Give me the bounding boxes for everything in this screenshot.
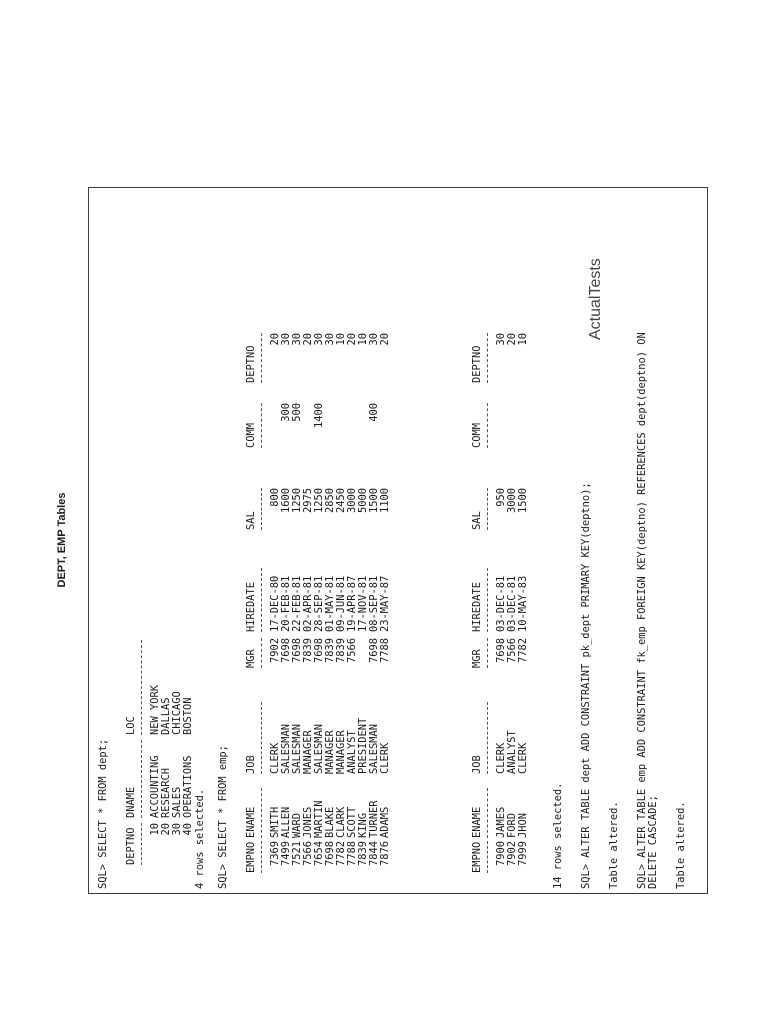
dept-cell-loc: BOSTON bbox=[182, 697, 194, 735]
emp-cell-job: CLERK bbox=[495, 742, 507, 774]
emp-cell-job: MANAGER bbox=[335, 730, 347, 774]
brand-logo: ActualTests bbox=[587, 258, 604, 340]
dept-header-deptno: DEPTNO bbox=[125, 827, 137, 865]
emp-cell-job: SALESMAN bbox=[368, 723, 380, 774]
emp-cell-comm: 400 bbox=[368, 403, 380, 422]
dept-cell-dname: SALES bbox=[171, 786, 183, 818]
emp-cell-hiredate: 08-SEP-81 bbox=[368, 575, 380, 632]
dept-cell-loc: NEW YORK bbox=[149, 684, 161, 735]
emp-cell-mgr: 7839 bbox=[324, 638, 336, 664]
emp-cell-sal: 1600 bbox=[280, 488, 292, 514]
emp-cell-empno: 7788 bbox=[346, 841, 358, 867]
emp-cell-mgr: 7698 bbox=[313, 638, 325, 664]
dept-header-rule bbox=[141, 823, 142, 865]
emp-cell-mgr: 7698 bbox=[368, 638, 380, 664]
emp-cell-mgr: 7698 bbox=[291, 638, 303, 664]
emp-cell-deptno: 30 bbox=[368, 333, 380, 346]
emp-cell-job: CLERK bbox=[517, 742, 529, 774]
emp-cell-job: CLERK bbox=[379, 742, 391, 774]
emp-cell-deptno: 30 bbox=[291, 333, 303, 346]
emp-header-ename: ENAME bbox=[471, 806, 483, 838]
emp-cell-ename: ALLEN bbox=[280, 806, 292, 838]
emp-cell-ename: JHON bbox=[517, 812, 529, 838]
header-rule bbox=[261, 841, 262, 873]
emp-cell-ename: BLAKE bbox=[324, 806, 336, 838]
emp-cell-deptno: 20 bbox=[379, 333, 391, 346]
emp-header-job: JOB bbox=[471, 755, 483, 774]
emp-cell-ename: JAMES bbox=[495, 806, 507, 838]
header-rule bbox=[261, 568, 262, 632]
emp-cell-sal: 5000 bbox=[357, 488, 369, 514]
emp-cell-job: ANALYST bbox=[506, 730, 518, 774]
emp-cell-mgr: 7788 bbox=[379, 638, 391, 664]
emp-cell-empno: 7844 bbox=[368, 841, 380, 867]
emp-header-sal: SAL bbox=[471, 511, 483, 530]
emp-cell-hiredate: 22-FEB-81 bbox=[291, 575, 303, 632]
header-rule bbox=[261, 488, 262, 530]
dept-query-footer: 4 rows selected. bbox=[194, 788, 206, 889]
emp-cell-hiredate: 17-DEC-80 bbox=[269, 575, 281, 632]
emp-header-comm: COMM bbox=[471, 422, 483, 448]
emp-query-footer: 14 rows selected. bbox=[552, 782, 564, 889]
emp-cell-job: SALESMAN bbox=[280, 723, 292, 774]
emp-cell-sal: 3000 bbox=[506, 488, 518, 514]
emp-cell-hiredate: 19-APR-87 bbox=[346, 575, 358, 632]
emp-cell-job: SALESMAN bbox=[291, 723, 303, 774]
emp-header-empno: EMPNO bbox=[245, 841, 257, 873]
alter-emp-result: Table altered. bbox=[675, 801, 687, 889]
emp-cell-job: PRESIDENT bbox=[357, 717, 369, 774]
emp-header-comm: COMM bbox=[245, 422, 257, 448]
emp-cell-hiredate: 03-DEC-81 bbox=[495, 575, 507, 632]
emp-cell-empno: 7839 bbox=[357, 841, 369, 867]
emp-cell-empno: 7521 bbox=[291, 841, 303, 867]
emp-header-ename: ENAME bbox=[245, 806, 257, 838]
emp-cell-mgr: 7566 bbox=[346, 638, 358, 664]
emp-cell-sal: 800 bbox=[269, 488, 281, 507]
emp-cell-sal: 2975 bbox=[302, 488, 314, 514]
header-rule bbox=[261, 788, 262, 838]
emp-cell-ename: MARTIN bbox=[313, 800, 325, 838]
emp-cell-ename: CLARK bbox=[335, 806, 347, 838]
emp-header-mgr: MGR bbox=[471, 649, 483, 668]
emp-cell-ename: TURNER bbox=[368, 800, 380, 838]
emp-header-hiredate: HIREDATE bbox=[245, 581, 257, 632]
emp-cell-comm: 300 bbox=[280, 403, 292, 422]
header-rule bbox=[487, 841, 488, 873]
emp-cell-hiredate: 09-JUN-81 bbox=[335, 575, 347, 632]
dept-header-rule bbox=[141, 640, 142, 735]
dept-cell-dname: OPERATIONS bbox=[182, 755, 194, 818]
emp-cell-mgr: 7839 bbox=[335, 638, 347, 664]
emp-cell-sal: 1250 bbox=[313, 488, 325, 514]
dept-cell-deptno: 20 bbox=[160, 823, 172, 836]
emp-cell-job: SALESMAN bbox=[313, 723, 325, 774]
emp-cell-empno: 7876 bbox=[379, 841, 391, 867]
emp-cell-hiredate: 02-APR-81 bbox=[302, 575, 314, 632]
emp-cell-sal: 1250 bbox=[291, 488, 303, 514]
dept-header-rule bbox=[141, 740, 142, 818]
emp-cell-mgr: 7782 bbox=[517, 638, 529, 664]
dept-cell-deptno: 30 bbox=[171, 823, 183, 836]
emp-cell-empno: 7566 bbox=[302, 841, 314, 867]
emp-cell-deptno: 30 bbox=[324, 333, 336, 346]
emp-cell-hiredate: 03-DEC-81 bbox=[506, 575, 518, 632]
emp-cell-empno: 7900 bbox=[495, 841, 507, 867]
emp-header-deptno: DEPTNO bbox=[471, 345, 483, 383]
caption-text: DEPT, EMP Tables bbox=[56, 492, 68, 588]
emp-header-empno: EMPNO bbox=[471, 841, 483, 873]
emp-cell-comm: 1400 bbox=[313, 403, 325, 429]
header-rule bbox=[487, 333, 488, 383]
emp-header-mgr: MGR bbox=[245, 649, 257, 668]
dept-cell-loc: DALLAS bbox=[160, 697, 172, 735]
emp-cell-mgr: 7698 bbox=[495, 638, 507, 664]
emp-cell-deptno: 10 bbox=[517, 333, 529, 346]
emp-cell-hiredate: 01-MAY-81 bbox=[324, 575, 336, 632]
emp-cell-job: MANAGER bbox=[302, 730, 314, 774]
emp-cell-ename: WARD bbox=[291, 812, 303, 838]
alter-emp-statement: SQL> ALTER TABLE emp ADD CONSTRAINT fk_emp FOREIGN KEY(deptno) REFERENCES dept(deptno) ON bbox=[636, 332, 648, 889]
emp-cell-sal: 1500 bbox=[368, 488, 380, 514]
emp-cell-job: ANALYST bbox=[346, 730, 358, 774]
emp-cell-empno: 7902 bbox=[506, 841, 518, 867]
alter-dept-result: Table altered. bbox=[608, 801, 620, 889]
emp-cell-hiredate: 20-FEB-81 bbox=[280, 575, 292, 632]
emp-cell-mgr: 7902 bbox=[269, 638, 281, 664]
dept-header-dname: DNAME bbox=[125, 786, 137, 818]
emp-cell-comm: 500 bbox=[291, 403, 303, 422]
emp-cell-sal: 1500 bbox=[517, 488, 529, 514]
emp-cell-deptno: 10 bbox=[357, 333, 369, 346]
emp-cell-sal: 1100 bbox=[379, 488, 391, 514]
emp-cell-ename: SCOTT bbox=[346, 806, 358, 838]
header-rule bbox=[487, 403, 488, 448]
dept-cell-deptno: 40 bbox=[182, 823, 194, 836]
emp-cell-sal: 3000 bbox=[346, 488, 358, 514]
alter-emp-statement-cont: DELETE CASCADE; bbox=[647, 795, 659, 889]
header-rule bbox=[261, 333, 262, 383]
emp-cell-deptno: 20 bbox=[346, 333, 358, 346]
emp-cell-hiredate: 10-MAY-83 bbox=[517, 575, 529, 632]
emp-cell-sal: 2450 bbox=[335, 488, 347, 514]
emp-query-command: SQL> SELECT * FROM emp; bbox=[217, 745, 229, 889]
emp-cell-ename: FORD bbox=[506, 812, 518, 838]
emp-cell-deptno: 20 bbox=[269, 333, 281, 346]
sql-printout bbox=[88, 187, 708, 894]
emp-cell-deptno: 20 bbox=[302, 333, 314, 346]
emp-cell-sal: 950 bbox=[495, 488, 507, 507]
emp-cell-deptno: 20 bbox=[506, 333, 518, 346]
header-rule bbox=[261, 403, 262, 448]
header-rule bbox=[487, 488, 488, 530]
emp-header-sal: SAL bbox=[245, 511, 257, 530]
header-rule bbox=[261, 702, 262, 774]
dept-cell-dname: ACCOUNTING bbox=[149, 755, 161, 818]
emp-cell-empno: 7654 bbox=[313, 841, 325, 867]
emp-cell-mgr: 7839 bbox=[302, 638, 314, 664]
dept-header-loc: LOC bbox=[125, 716, 137, 735]
emp-cell-mgr: 7566 bbox=[506, 638, 518, 664]
emp-cell-empno: 7499 bbox=[280, 841, 292, 867]
emp-cell-empno: 7369 bbox=[269, 841, 281, 867]
emp-cell-empno: 7782 bbox=[335, 841, 347, 867]
emp-cell-ename: KING bbox=[357, 812, 369, 838]
emp-cell-job: MANAGER bbox=[324, 730, 336, 774]
dept-query-command: SQL> SELECT * FROM dept; bbox=[97, 738, 109, 889]
emp-header-hiredate: HIREDATE bbox=[471, 581, 483, 632]
dept-cell-loc: CHICAGO bbox=[171, 691, 183, 735]
dept-cell-dname: RESEARCH bbox=[160, 767, 172, 818]
alter-dept-statement: SQL> ALTER TABLE dept ADD CONSTRAINT pk_dept PRIMARY KEY(deptno); bbox=[580, 482, 592, 889]
emp-cell-deptno: 10 bbox=[335, 333, 347, 346]
emp-cell-deptno: 30 bbox=[313, 333, 325, 346]
emp-cell-hiredate: 23-MAY-87 bbox=[379, 575, 391, 632]
emp-cell-hiredate: 17-NOV-81 bbox=[357, 575, 369, 632]
emp-header-job: JOB bbox=[245, 755, 257, 774]
dept-cell-deptno: 10 bbox=[149, 823, 161, 836]
emp-cell-ename: JONES bbox=[302, 806, 314, 838]
header-rule bbox=[261, 638, 262, 668]
emp-cell-ename: ADAMS bbox=[379, 806, 391, 838]
emp-cell-empno: 7698 bbox=[324, 841, 336, 867]
emp-cell-ename: SMITH bbox=[269, 806, 281, 838]
sql-sheet bbox=[89, 188, 708, 894]
emp-cell-empno: 7999 bbox=[517, 841, 529, 867]
emp-cell-job: CLERK bbox=[269, 742, 281, 774]
header-rule bbox=[487, 702, 488, 774]
emp-cell-sal: 2850 bbox=[324, 488, 336, 514]
emp-header-deptno: DEPTNO bbox=[245, 345, 257, 383]
emp-cell-hiredate: 28-SEP-81 bbox=[313, 575, 325, 632]
emp-cell-deptno: 30 bbox=[280, 333, 292, 346]
emp-cell-mgr: 7698 bbox=[280, 638, 292, 664]
header-rule bbox=[487, 568, 488, 632]
header-rule bbox=[487, 788, 488, 838]
header-rule bbox=[487, 638, 488, 668]
emp-cell-deptno: 30 bbox=[495, 333, 507, 346]
